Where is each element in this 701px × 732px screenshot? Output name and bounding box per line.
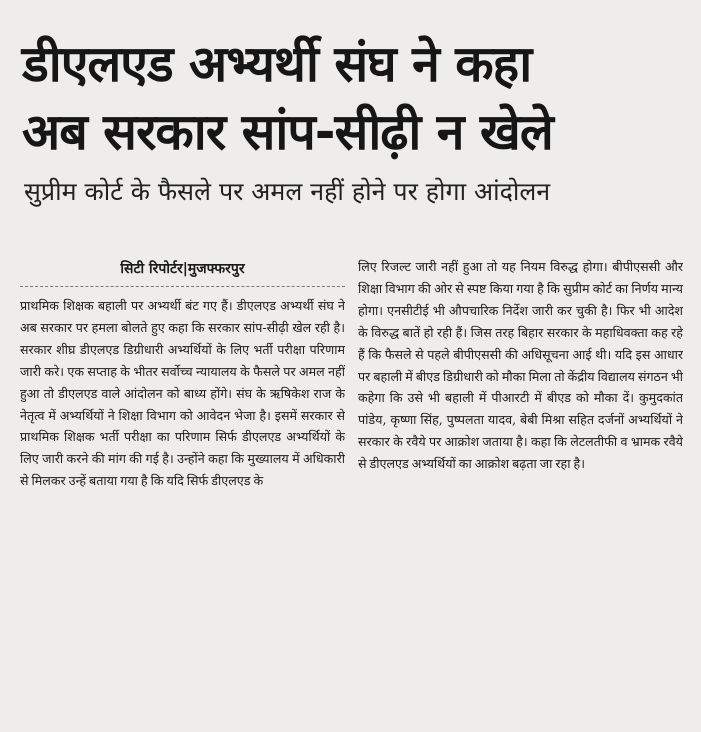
subheadline: सुप्रीम कोर्ट के फैसले पर अमल नहीं होने पर होगा आंदोलन	[24, 177, 551, 206]
article-body	[20, 256, 683, 726]
headline-line-1: डीएलएड अभ्यर्थी संघ ने कहा	[22, 35, 532, 93]
article-column-2	[358, 256, 683, 726]
byline: सिटी रिपोर्टर|मुजफ्फरपुर	[20, 256, 345, 287]
article-text-column-2: लिए रिजल्ट जारी नहीं हुआ तो यह नियम विरुद्ध होगा। बीपीएससी और शिक्षा विभाग की ओर से स्पष्ट किया गया है कि सुप्रीम कोर्ट का निर्णय मान्य होगा। एनसीटीई भी औपचारिक निर्देश जारी कर चुकी है। फिर भी आदेश के विरुद्ध बातें हो रही हैं। जिस तरह बिहार सरकार के महाधिवक्ता कह रहे हैं कि फैसले से पहले बीपीएससी की अधिसूचना आई थी। यदि इस आधार पर बहाली में बीएड डिग्रीधारी को मौका मिला तो केंद्रीय विद्यालय संगठन भी कहेगा कि उसे भी बहाली में पीआरटी में बीएड को मौका दें। कुमुदकांत पांडेय, कृष्णा सिंह, पुष्पलता यादव, बेबी मिश्रा सहित दर्जनों अभ्यर्थियों ने सरकार के रवैये पर आक्रोश जताया है। कहा कि लेटलतीफी व भ्रामक रवैये से डीएलएड अभ्यर्थियों का आक्रोश बढ़ता जा रहा है।	[358, 259, 683, 472]
headline-line-2: अब सरकार सांप-सीढ़ी न खेले	[22, 103, 553, 161]
headline	[22, 30, 679, 166]
article-column-1	[20, 256, 345, 726]
article-text-column-1: प्राथमिक शिक्षक बहाली पर अभ्यर्थी बंट गए हैं। डीएलएड अभ्यर्थी संघ ने अब सरकार पर हमला बोलते हुए कहा कि सरकार सांप-सीढ़ी खेल रही है। सरकार शीघ्र डीएलएड डिग्रीधारी अभ्यर्थियों के लिए भर्ती परीक्षा परिणाम जारी करे। एक सप्ताह के भीतर सर्वोच्च न्यायालय के फैसले पर अमल नहीं हुआ तो डीएलएड वाले आंदोलन को बाध्य होंगे। संघ के ऋषिकेश राज के नेतृत्व में अभ्यर्थियों ने शिक्षा विभाग को आवेदन भेजा है। इसमें सरकार से प्राथमिक शिक्षक भर्ती परीक्षा का परिणाम सिर्फ डीएलएड अभ्यर्थियों के लिए जारी करने की मांग की गई है। उन्होंने कहा कि मुख्यालय में अधिकारी से मिलकर उन्हें बताया गया है कि यदि सिर्फ डीएलएड के	[20, 298, 345, 489]
